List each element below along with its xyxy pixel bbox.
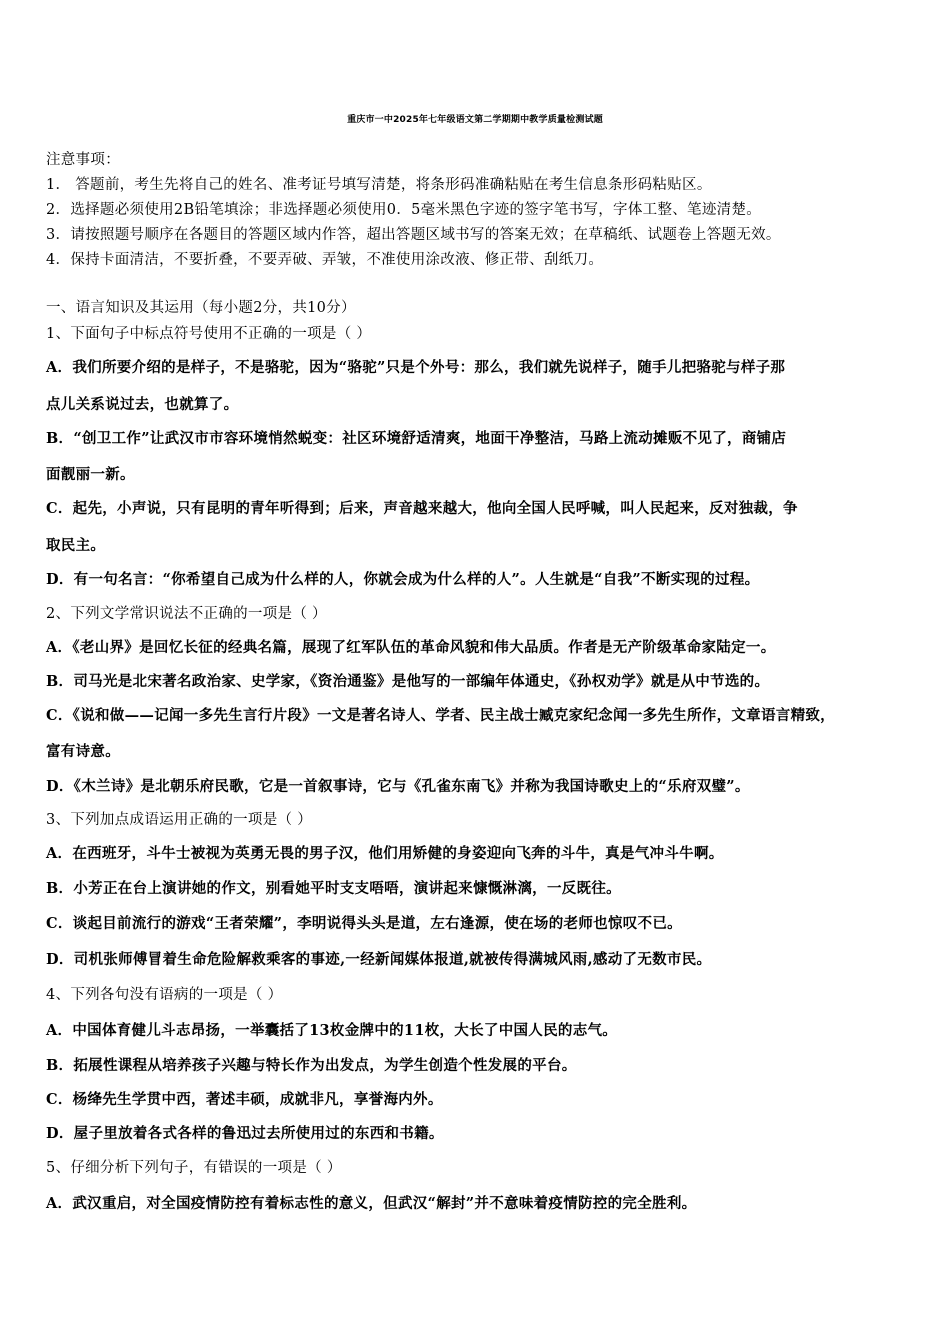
- notice-item: 1． 答题前，考生先将自己的姓名、准考证号填写清楚，将条形码准确粘贴在考生信息条形码粘贴区。: [46, 177, 712, 193]
- option-line: D．有一句名言：“你希望自己成为什么样的人，你就会成为什么样的人”。人生就是“自我”不断实现的过程。: [46, 571, 760, 588]
- option-line: C．杨绛先生学贯中西，著述丰硕，成就非凡，享誉海内外。: [46, 1091, 443, 1108]
- question-stem: 3、下列加点成语运用正确的一项是（ ）: [46, 812, 313, 828]
- option-line: B．小芳正在台上演讲她的作文，别看她平时支支唔唔，演讲起来慷慨淋漓，一反既往。: [46, 880, 621, 897]
- notice-item: 2．选择题必须使用2B铅笔填涂；非选择题必须使用0．5毫米黑色字迹的签字笔书写，字体工整、笔迹清楚。: [46, 202, 762, 218]
- section-heading: 一、语言知识及其运用（每小题2分，共10分）: [46, 300, 356, 316]
- option-line: A．中国体育健儿斗志昂扬，一举囊括了13枚金牌中的11枚，大长了中国人民的志气。: [46, 1022, 618, 1039]
- option-line: 点儿关系说过去，也就算了。: [46, 396, 239, 413]
- question-stem: 4、下列各句没有语病的一项是（ ）: [46, 987, 283, 1003]
- option-line: C．谈起目前流行的游戏“王者荣耀”，李明说得头头是道，左右逢源，使在场的老师也惊叹不已。: [46, 915, 682, 932]
- option-line: C．起先，小声说，只有昆明的青年听得到；后来，声音越来越大，他向全国人民呼喊，叫人民起来，反对独裁，争: [46, 500, 798, 517]
- question-stem: 5、仔细分析下列句子，有错误的一项是（ ）: [46, 1160, 342, 1176]
- option-line: A．我们所要介绍的是样子，不是骆驼，因为“骆驼”只是个外号：那么，我们就先说样子，随手儿把骆驼与样子那: [46, 359, 786, 376]
- option-line: 取民主。: [46, 537, 106, 554]
- notice-item: 3．请按照题号顺序在各题目的答题区域内作答，超出答题区域书写的答案无效；在草稿纸、试题卷上答题无效。: [46, 227, 781, 243]
- question-stem: 1、下面句子中标点符号使用不正确的一项是（ ）: [46, 326, 372, 342]
- option-line: D．屋子里放着各式各样的鲁迅过去所使用过的东西和书籍。: [46, 1125, 444, 1142]
- option-line: A．武汉重启，对全国疫情防控有着标志性的意义，但武汉“解封”并不意味着疫情防控的完全胜利。: [46, 1195, 697, 1212]
- option-line: B．拓展性课程从培养孩子兴趣与特长作为出发点，为学生创造个性发展的平台。: [46, 1057, 577, 1074]
- option-line: C．《说和做——记闻一多先生言行片段》一文是著名诗人、学者、民主战士臧克家纪念闻一多先生所作，文章语言精致，: [46, 707, 835, 724]
- option-line: 面靓丽一新。: [46, 466, 135, 483]
- notice-heading: 注意事项：: [46, 152, 120, 168]
- option-line: B．司马光是北宋著名政治家、史学家，《资治通鉴》是他写的一部编年体通史，《孙权劝学》就是从中节选的。: [46, 673, 770, 690]
- option-line: A．《老山界》是回忆长征的经典名篇，展现了红军队伍的革命风貌和伟大品质。作者是无产阶级革命家陆定一。: [46, 639, 776, 656]
- question-stem: 2、下列文学常识说法不正确的一项是（ ）: [46, 606, 327, 622]
- option-line: D．司机张师傅冒着生命危险解救乘客的事迹,一经新闻媒体报道,就被传得满城风雨,感动了无数市民。: [46, 951, 712, 968]
- option-line: D．《木兰诗》是北朝乐府民歌，它是一首叙事诗，它与《孔雀东南飞》并称为我国诗歌史上的“乐府双璧”。: [46, 778, 750, 795]
- option-line: 富有诗意。: [46, 743, 120, 760]
- option-line: B．“创卫工作”让武汉市市容环境悄然蜕变：社区环境舒适清爽，地面干净整洁，马路上流动摊贩不见了，商铺店: [46, 430, 787, 447]
- option-line: A．在西班牙，斗牛士被视为英勇无畏的男子汉，他们用矫健的身姿迎向飞奔的斗牛，真是气冲斗牛啊。: [46, 845, 724, 862]
- page-title: 重庆市一中2025年七年级语文第二学期期中教学质量检测试题: [347, 115, 603, 125]
- notice-item: 4．保持卡面清洁，不要折叠，不要弄破、弄皱，不准使用涂改液、修正带、刮纸刀。: [46, 252, 604, 268]
